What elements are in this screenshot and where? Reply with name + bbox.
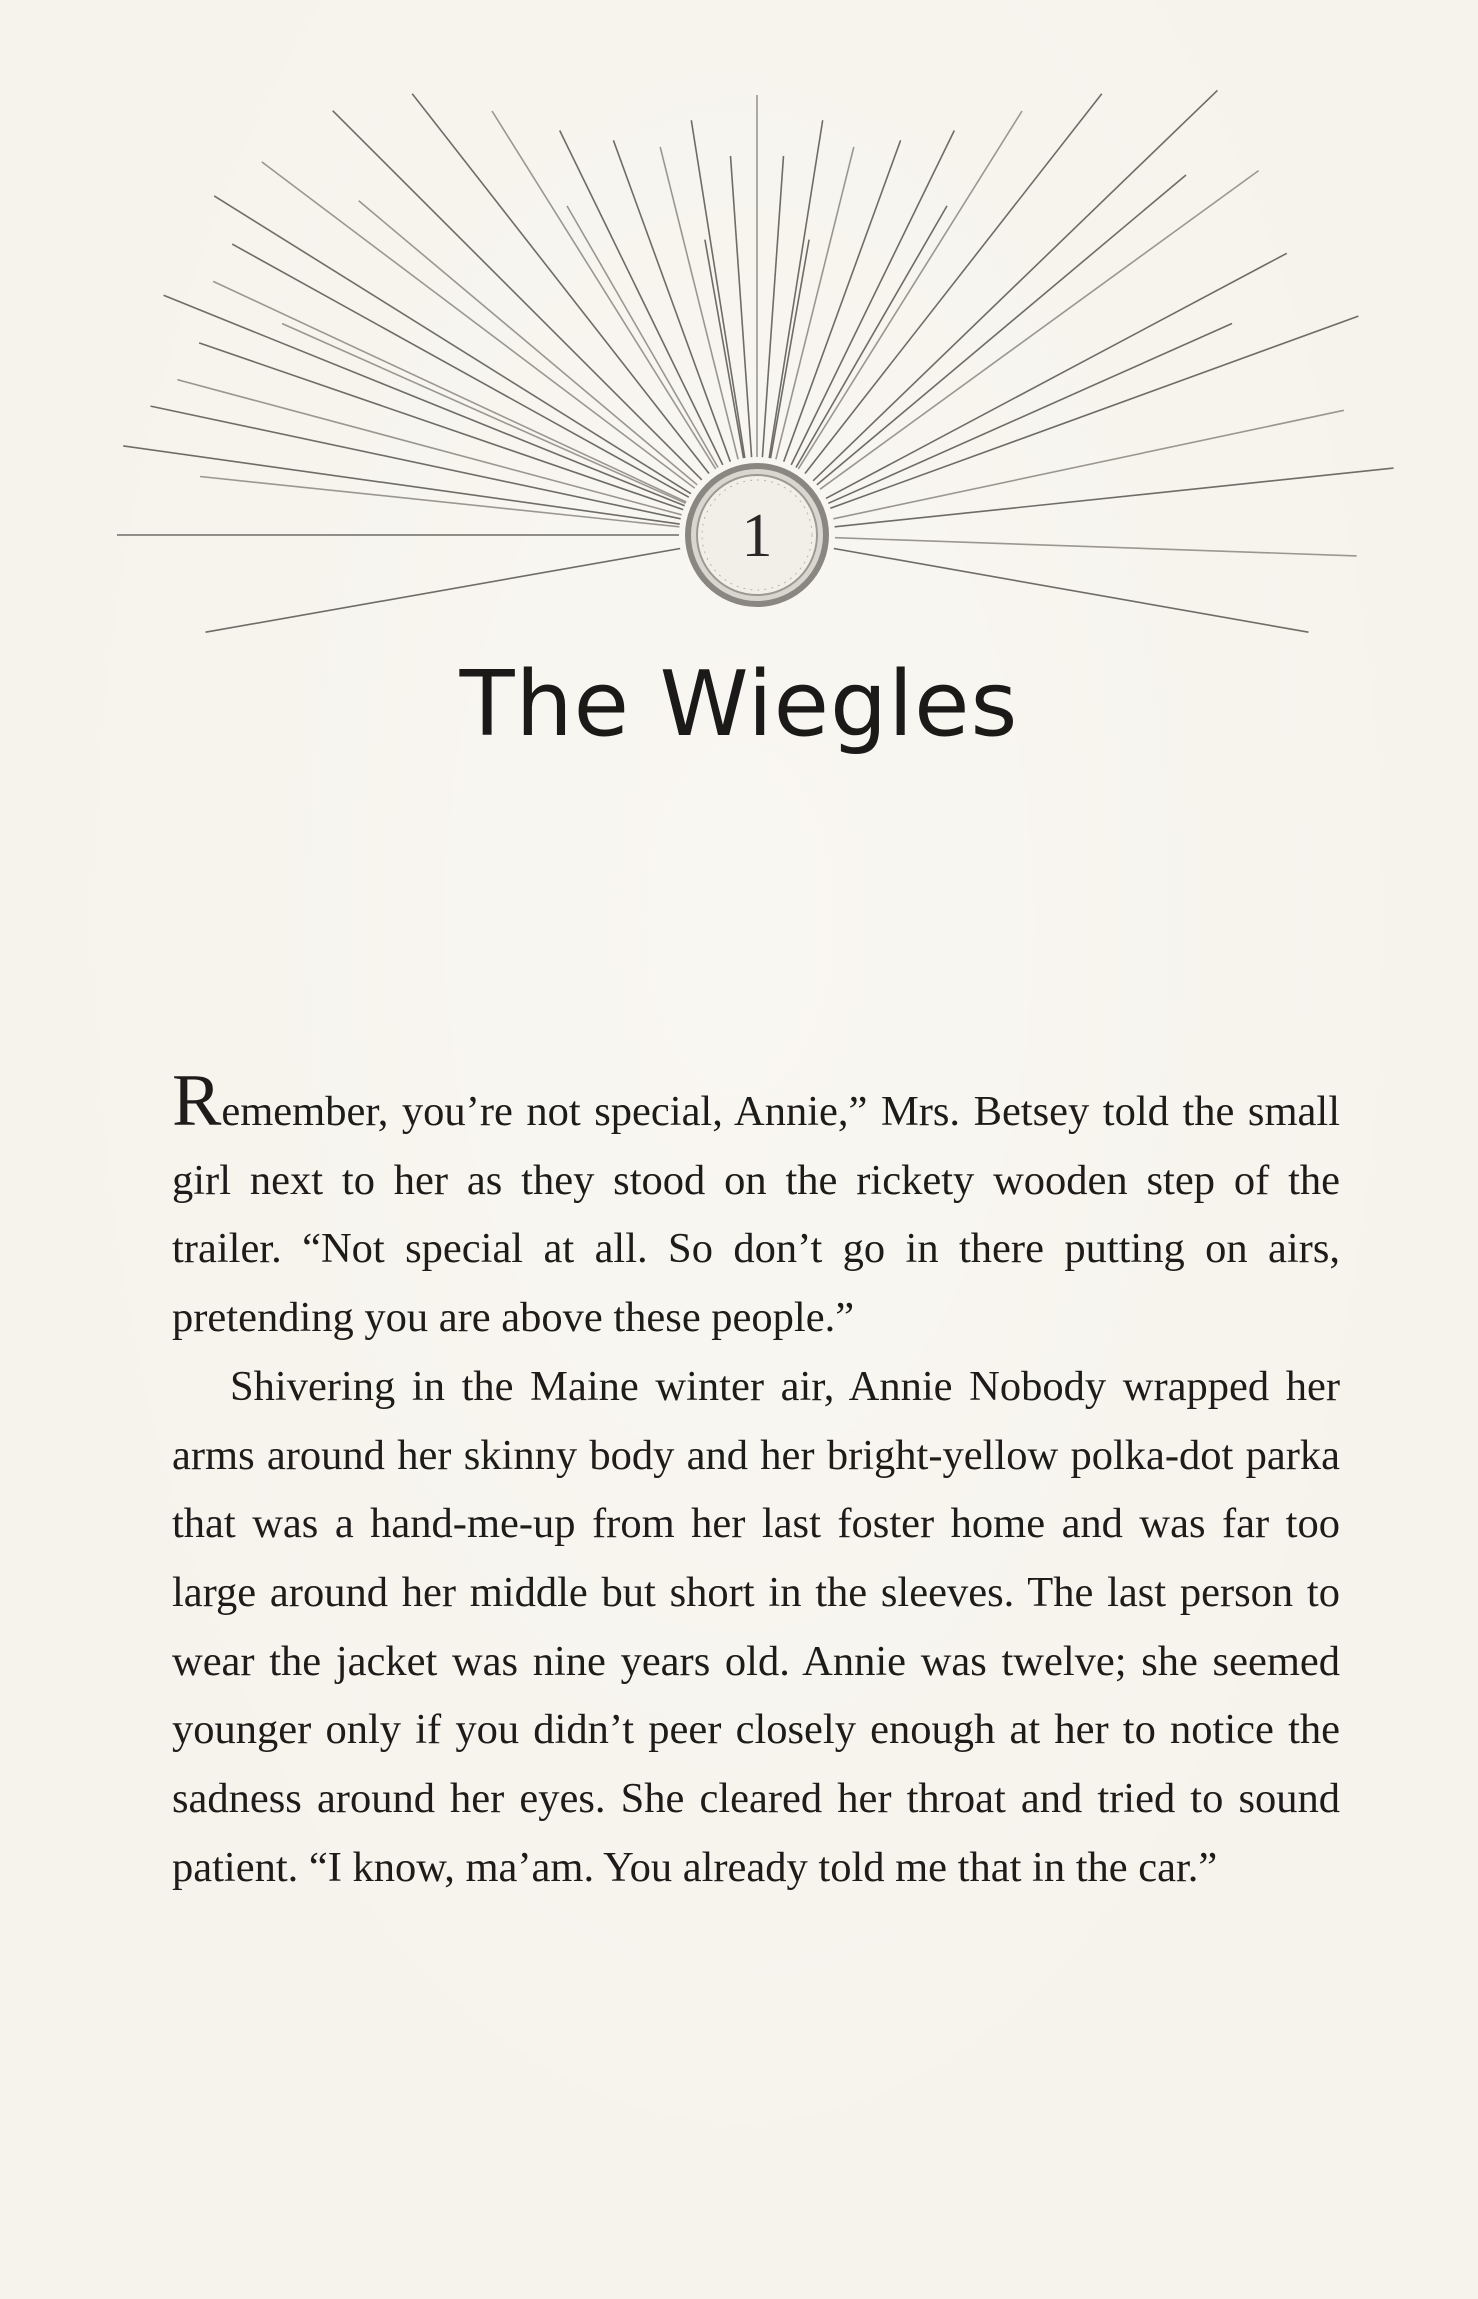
sunburst-ray xyxy=(798,111,1022,469)
sunburst-ray xyxy=(796,206,947,468)
sunburst-ray xyxy=(731,156,752,457)
chapter-title: The Wiegles xyxy=(459,652,1019,757)
sunburst-ray xyxy=(691,120,745,458)
sunburst-ray xyxy=(567,206,718,468)
paragraph-text: Shivering in the Maine winter air, Annie Nobody wrapped her arms around her skinny body and her bright-yellow polka-dot parka that was a hand-me-up from her last foster home and was far too large around her middle but short in the sleeves. The last person to wear the jacket was nine years old. Annie was twelve; she seemed younger only if you didn’t peer closely enough at her to notice the sadness around her eyes. She cleared her throat and tried to sound patient. “I know, ma’am. You already told me that in the car.” xyxy=(172,1362,1340,1891)
sunburst-ornament xyxy=(0,0,1478,700)
chapter-body xyxy=(172,1060,1340,1902)
sunburst-ray xyxy=(492,111,716,469)
chapter-number: 1 xyxy=(741,502,773,570)
sunburst-ray xyxy=(826,253,1287,498)
paragraph xyxy=(172,1353,1340,1903)
sunburst-ray xyxy=(833,410,1344,519)
sunburst-ray xyxy=(177,380,681,515)
sunburst-ray xyxy=(813,90,1217,480)
paragraph xyxy=(172,1060,1340,1353)
sunburst-ray xyxy=(333,111,702,480)
chapter-number-medallion xyxy=(685,463,829,607)
sunburst-ray xyxy=(123,446,680,524)
sunburst-ray xyxy=(206,549,681,633)
sunburst-ray xyxy=(834,549,1309,633)
drop-cap: R xyxy=(172,1060,222,1142)
sunburst-ray xyxy=(835,538,1357,556)
sunburst-ray xyxy=(232,244,689,497)
paragraph-text: emember, you’re not special, Annie,” Mrs. Betsey told the small girl next to her as they stood on the rickety wooden step of the trailer. “Not special at all. So don’t go in there putting on airs, pretending you are above these people.” xyxy=(172,1088,1340,1342)
sunburst-ray xyxy=(613,140,730,461)
sunburst-ray xyxy=(762,156,783,457)
sunburst-ray xyxy=(769,120,823,458)
